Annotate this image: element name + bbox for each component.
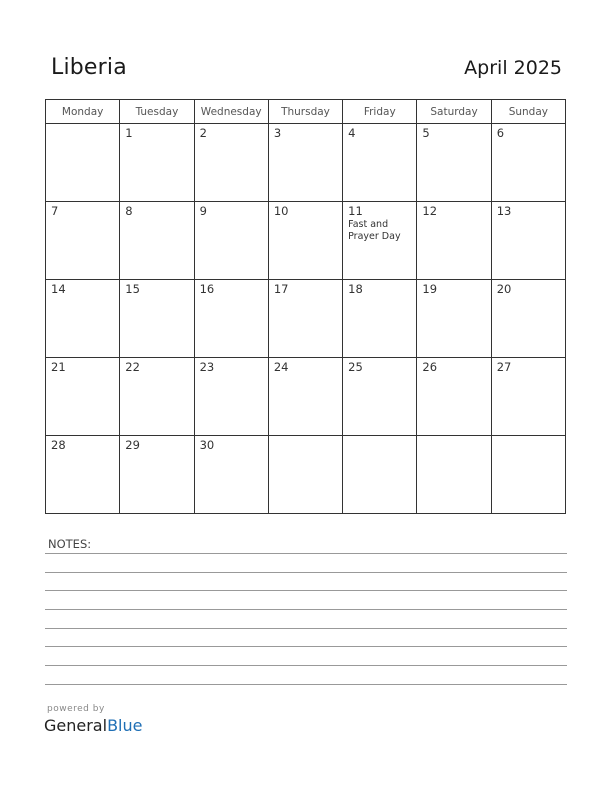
day-cell bbox=[417, 124, 491, 202]
day-number: 18 bbox=[348, 282, 363, 296]
weekday-header-row bbox=[46, 100, 566, 124]
day-cell bbox=[120, 436, 194, 514]
day-number: 6 bbox=[496, 126, 505, 140]
day-cell bbox=[120, 280, 194, 358]
day-number: 3 bbox=[273, 126, 282, 140]
brand-general: General bbox=[44, 716, 108, 735]
day-number: 2 bbox=[199, 126, 207, 140]
day-number: 10 bbox=[273, 204, 289, 218]
day-number: 14 bbox=[51, 282, 66, 296]
day-number: 9 bbox=[199, 204, 207, 218]
day-number: 24 bbox=[273, 360, 289, 374]
calendar-grid bbox=[45, 99, 566, 514]
day-cell bbox=[268, 436, 342, 514]
day-number: 7 bbox=[51, 204, 59, 218]
day-number: 20 bbox=[496, 282, 512, 296]
day-cell bbox=[268, 358, 342, 436]
week-row bbox=[46, 124, 566, 202]
day-number: 19 bbox=[422, 282, 438, 296]
note-line bbox=[45, 609, 567, 610]
week-row bbox=[46, 436, 566, 514]
brand-logo bbox=[44, 716, 142, 735]
week-row bbox=[46, 280, 566, 358]
day-number: 5 bbox=[422, 126, 430, 140]
day-number: 17 bbox=[273, 282, 289, 296]
day-cell bbox=[46, 280, 120, 358]
week-row bbox=[46, 358, 566, 436]
day-number: 23 bbox=[199, 360, 215, 374]
weekday-header: Sunday bbox=[491, 100, 565, 124]
day-cell bbox=[120, 358, 194, 436]
weekday-header: Monday bbox=[46, 100, 120, 124]
day-number: 22 bbox=[125, 360, 140, 374]
day-number: 1 bbox=[125, 126, 133, 140]
day-number: 11 bbox=[348, 204, 363, 218]
day-cell bbox=[46, 358, 120, 436]
day-cell bbox=[491, 202, 565, 280]
day-cell bbox=[491, 436, 565, 514]
note-line bbox=[45, 665, 567, 666]
note-line bbox=[45, 646, 567, 647]
day-cell bbox=[194, 436, 268, 514]
day-number: 4 bbox=[348, 126, 356, 140]
notes-label: NOTES: bbox=[48, 537, 92, 551]
day-cell bbox=[268, 202, 342, 280]
note-line bbox=[45, 684, 567, 685]
day-number: 16 bbox=[199, 282, 215, 296]
day-cell bbox=[417, 358, 491, 436]
day-cell bbox=[46, 202, 120, 280]
day-cell bbox=[120, 124, 194, 202]
day-cell bbox=[268, 124, 342, 202]
day-number: 29 bbox=[125, 438, 140, 452]
day-cell bbox=[46, 436, 120, 514]
day-number: 12 bbox=[422, 204, 438, 218]
week-row bbox=[46, 202, 566, 280]
day-number: 27 bbox=[496, 360, 512, 374]
day-cell bbox=[343, 436, 417, 514]
day-cell bbox=[491, 358, 565, 436]
day-cell bbox=[491, 280, 565, 358]
day-cell bbox=[194, 280, 268, 358]
note-line bbox=[45, 553, 567, 554]
day-cell bbox=[343, 124, 417, 202]
day-number: 25 bbox=[348, 360, 363, 374]
day-cell bbox=[343, 280, 417, 358]
note-line bbox=[45, 572, 567, 573]
day-number: 30 bbox=[199, 438, 215, 452]
weekday-header: Tuesday bbox=[120, 100, 194, 124]
note-line bbox=[45, 628, 567, 629]
note-line bbox=[45, 590, 567, 591]
day-cell bbox=[194, 202, 268, 280]
day-cell-holiday bbox=[343, 202, 417, 280]
day-cell bbox=[194, 124, 268, 202]
day-cell bbox=[46, 124, 120, 202]
day-cell bbox=[194, 358, 268, 436]
day-number: 8 bbox=[125, 204, 133, 218]
day-number: 15 bbox=[125, 282, 140, 296]
powered-by-text: powered by bbox=[47, 704, 105, 714]
day-cell bbox=[491, 124, 565, 202]
day-cell bbox=[417, 202, 491, 280]
weekday-header: Friday bbox=[343, 100, 417, 124]
holiday-label: Fast and Prayer Day bbox=[348, 219, 401, 242]
day-number: 26 bbox=[422, 360, 438, 374]
day-cell bbox=[120, 202, 194, 280]
weekday-header: Thursday bbox=[268, 100, 342, 124]
day-cell bbox=[343, 358, 417, 436]
day-cell bbox=[417, 436, 491, 514]
weekday-header: Wednesday bbox=[194, 100, 268, 124]
day-cell bbox=[268, 280, 342, 358]
day-number: 13 bbox=[496, 204, 512, 218]
day-cell bbox=[417, 280, 491, 358]
country-title: Liberia bbox=[51, 55, 127, 80]
day-number: 28 bbox=[51, 438, 66, 452]
month-title: April 2025 bbox=[464, 57, 562, 79]
day-number: 21 bbox=[51, 360, 66, 374]
brand-blue: Blue bbox=[107, 716, 143, 735]
weekday-header: Saturday bbox=[417, 100, 491, 124]
